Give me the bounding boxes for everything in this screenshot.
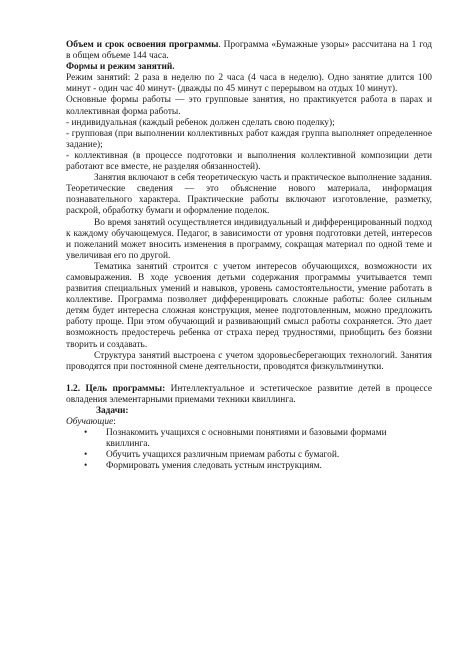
- forms-main: Основные формы работы — это групповые занятия, но практикуется работа в парах и коллективная форма работы.: [66, 95, 432, 117]
- paragraph-theory: Занятия включают в себя теоретическую часть и практическое выполнение задания. Теоретические сведения — это объяснение нового материала, информация познавательного характера. Практические работы включают изготовление, разметку, раскрой, обработку бумаги и оформление поделок.: [66, 173, 432, 217]
- goal-text: Интеллектуальное и эстетическое развитие детей в процессе овладения элементарными приемами техники квиллинга.: [66, 383, 432, 405]
- forms-item-individual: - индивидуальная (каждый ребенок должен сделать свою поделку);: [66, 117, 335, 128]
- list-item: [66, 428, 432, 450]
- task-text: Обучить учащихся различным приемам работы с бумагой.: [106, 450, 340, 461]
- tasks-subheading: Обучающие: [66, 417, 114, 428]
- paragraph-approach: Во время занятий осуществляется индивидуальный и дифференцированный подход к каждому обучающемуся. Педагог, в зависимости от уровня подготовки детей, интересов и пожеланий может вносить изменения в программу, сокращая материал по одной теме и увеличивая его по другой.: [66, 217, 432, 261]
- volume-heading: Объем и срок освоения программы: [66, 40, 219, 50]
- forms-mode: Режим занятий: 2 раза в неделю по 2 часа (4 часа в неделю). Одно занятие длится 100 минут - один час 40 минут- (дважды по 45 минут с перерывом на отдых 10 минут).: [66, 73, 432, 95]
- forms-item-collective: - коллективная (в процессе подготовки и выполнения коллективной композиции дети работают все вместе, не разделяя обязанностей).: [66, 150, 432, 173]
- paragraph-topics: Тематика занятий строится с учетом интересов обучающихся, возможности их самовыражения. В ходе усвоения детьми содержания программы учитывается темп развития специальных умений и навыков, уровень самостоятельности, умение работать в коллективе. Программа позволяет дифференцировать сложные работы: более сильным детям будет интересна сложная конструкция, менее подготовленным, можно предложить работу проще. При этом обучающий и развивающий смысл работы сохраняется. Это дает возможность предостеречь ребенка от страха перед трудностями, приобщить без боязни творить и создавать.: [66, 261, 432, 350]
- goal-paragraph: [66, 384, 432, 406]
- forms-item-group: - групповая (при выполнении коллективных работ каждая группа выполняет определенное задание);: [66, 128, 432, 150]
- bullet-icon: •: [84, 428, 88, 439]
- paragraph-structure: Структура занятий выстроена с учетом здоровьесберегающих технологий. Занятия проводятся при постоянной смене деятельности, проводятся физкультминутки.: [66, 350, 432, 372]
- tasks-subheading-suffix: :: [113, 417, 116, 428]
- document-page: [66, 40, 432, 473]
- volume-paragraph: [66, 40, 432, 62]
- tasks-heading: Задачи:: [96, 406, 129, 416]
- forms-heading: Формы и режим занятий.: [66, 62, 175, 73]
- bullet-icon: •: [84, 450, 88, 461]
- tasks-list: [66, 428, 432, 472]
- task-text: Формировать умения следовать устным инструкциям.: [106, 461, 322, 472]
- bullet-icon: •: [84, 461, 88, 472]
- tasks-subheading-line: [66, 417, 432, 428]
- volume-text: . Программа «Бумажные узоры» рассчитана на 1 год в общем объеме 144 часа.: [66, 40, 433, 62]
- list-item: [66, 461, 432, 472]
- task-text: Познакомить учащихся с основными понятиями и базовыми формами квиллинга.: [106, 428, 387, 450]
- list-item: [66, 450, 432, 461]
- goal-heading: 1.2. Цель программы:: [66, 383, 166, 394]
- section-gap: [66, 373, 432, 384]
